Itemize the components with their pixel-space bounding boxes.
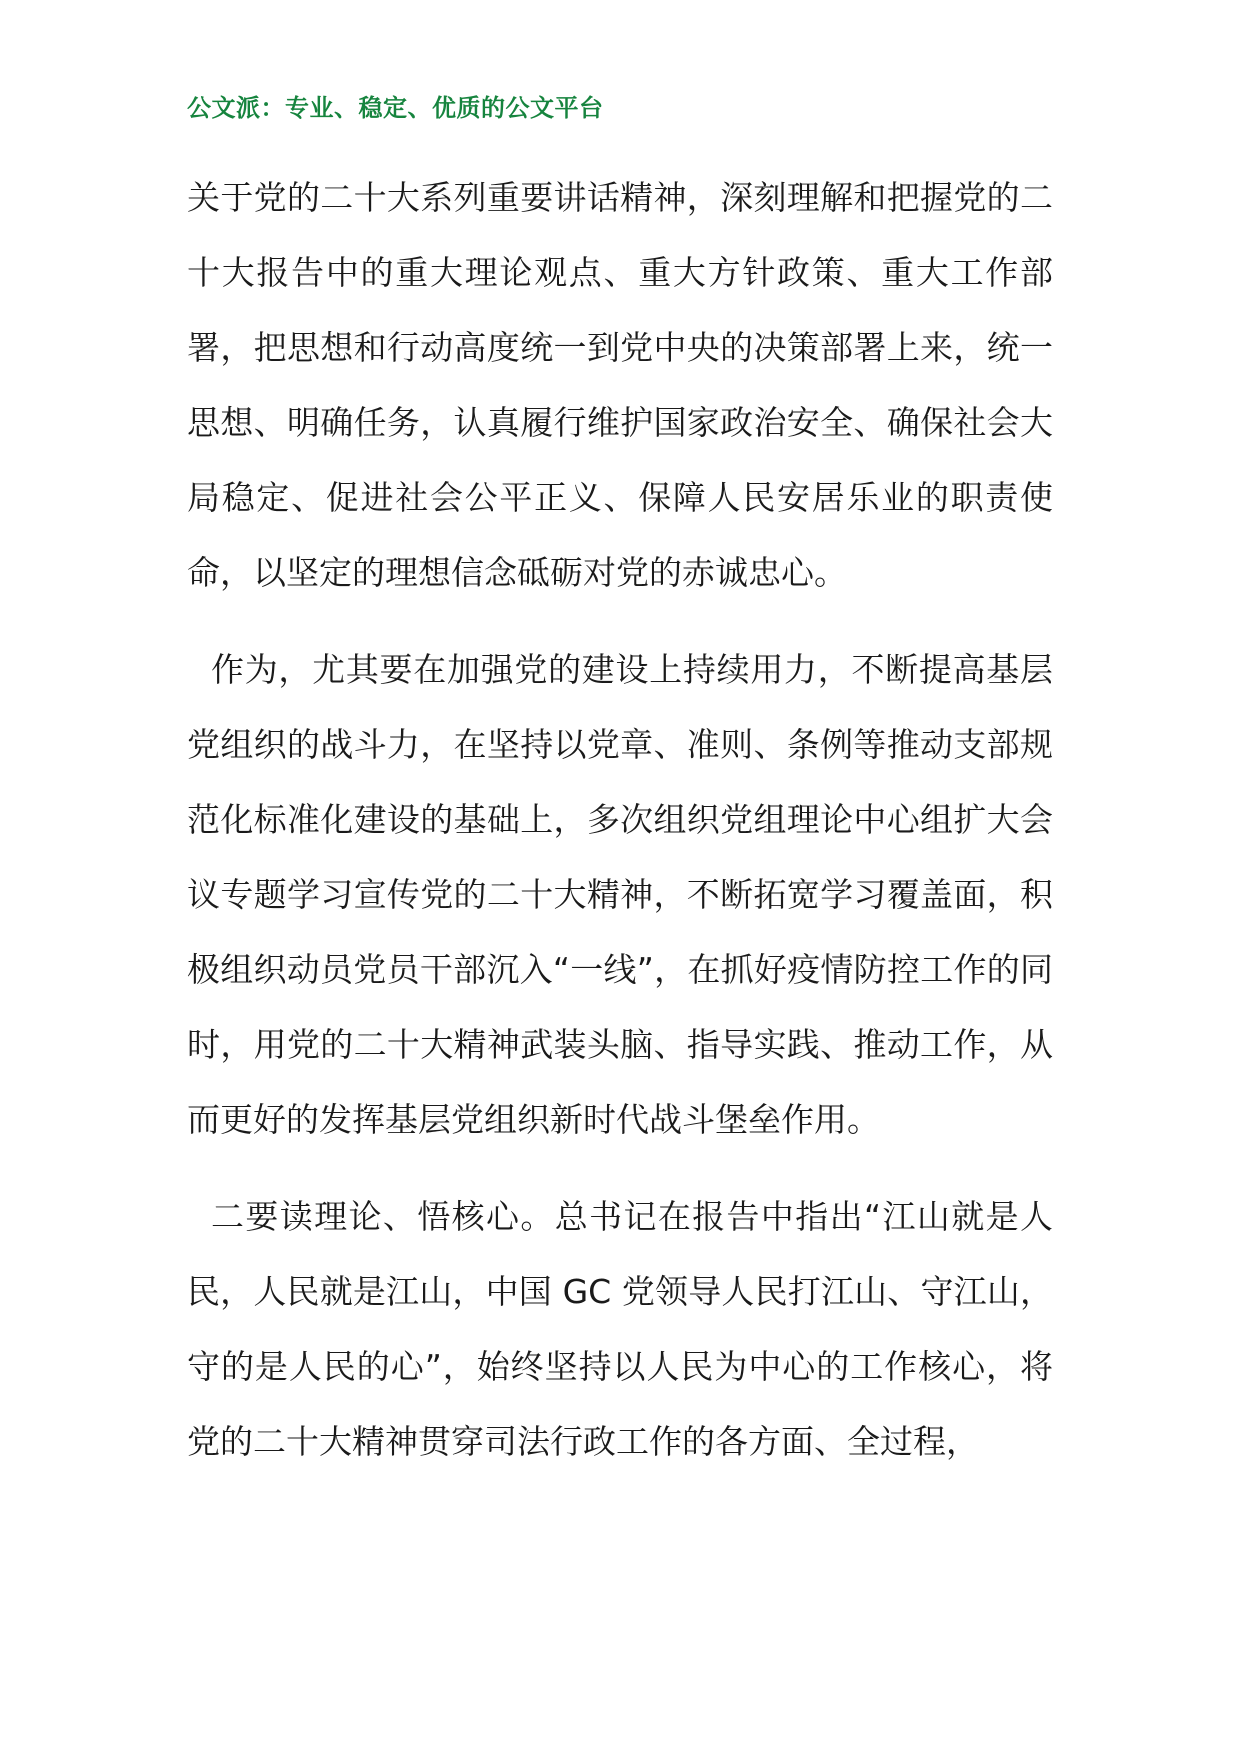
document-body [187, 160, 1053, 1501]
paragraph-2: 作为，尤其要在加强党的建设上持续用力，不断提高基层党组织的战斗力，在坚持以党章、准则、条例等推动支部规范化标准化建设的基础上，多次组织党组理论中心组扩大会议专题学习宣传党的二十大精神，不断拓宽学习覆盖面，积极组织动员党员干部沉入“一线”，在抓好疫情防控工作的同时，用党的二十大精神武装头脑、指导实践、推动工作，从而更好的发挥基层党组织新时代战斗堡垒作用。 [187, 650, 1053, 1139]
site-header-title: 公文派：专业、稳定、优质的公文平台 [187, 94, 604, 122]
paragraph-3: 二要读理论、悟核心。总书记在报告中指出“江山就是人民，人民就是江山，中国 GC 党领导人民打江山、守江山，守的是人民的心”，始终坚持以人民为中心的工作核心，将党的二十大精神贯穿司法行政工作的各方面、全过程， [187, 1197, 1053, 1461]
paragraph-1: 关于党的二十大系列重要讲话精神，深刻理解和把握党的二十大报告中的重大理论观点、重大方针政策、重大工作部署，把思想和行动高度统一到党中央的决策部署上来，统一思想、明确任务，认真履行维护国家政治安全、确保社会大局稳定、促进社会公平正义、保障人民安居乐业的职责使命，以坚定的理想信念砥砺对党的赤诚忠心。 [187, 178, 1053, 592]
